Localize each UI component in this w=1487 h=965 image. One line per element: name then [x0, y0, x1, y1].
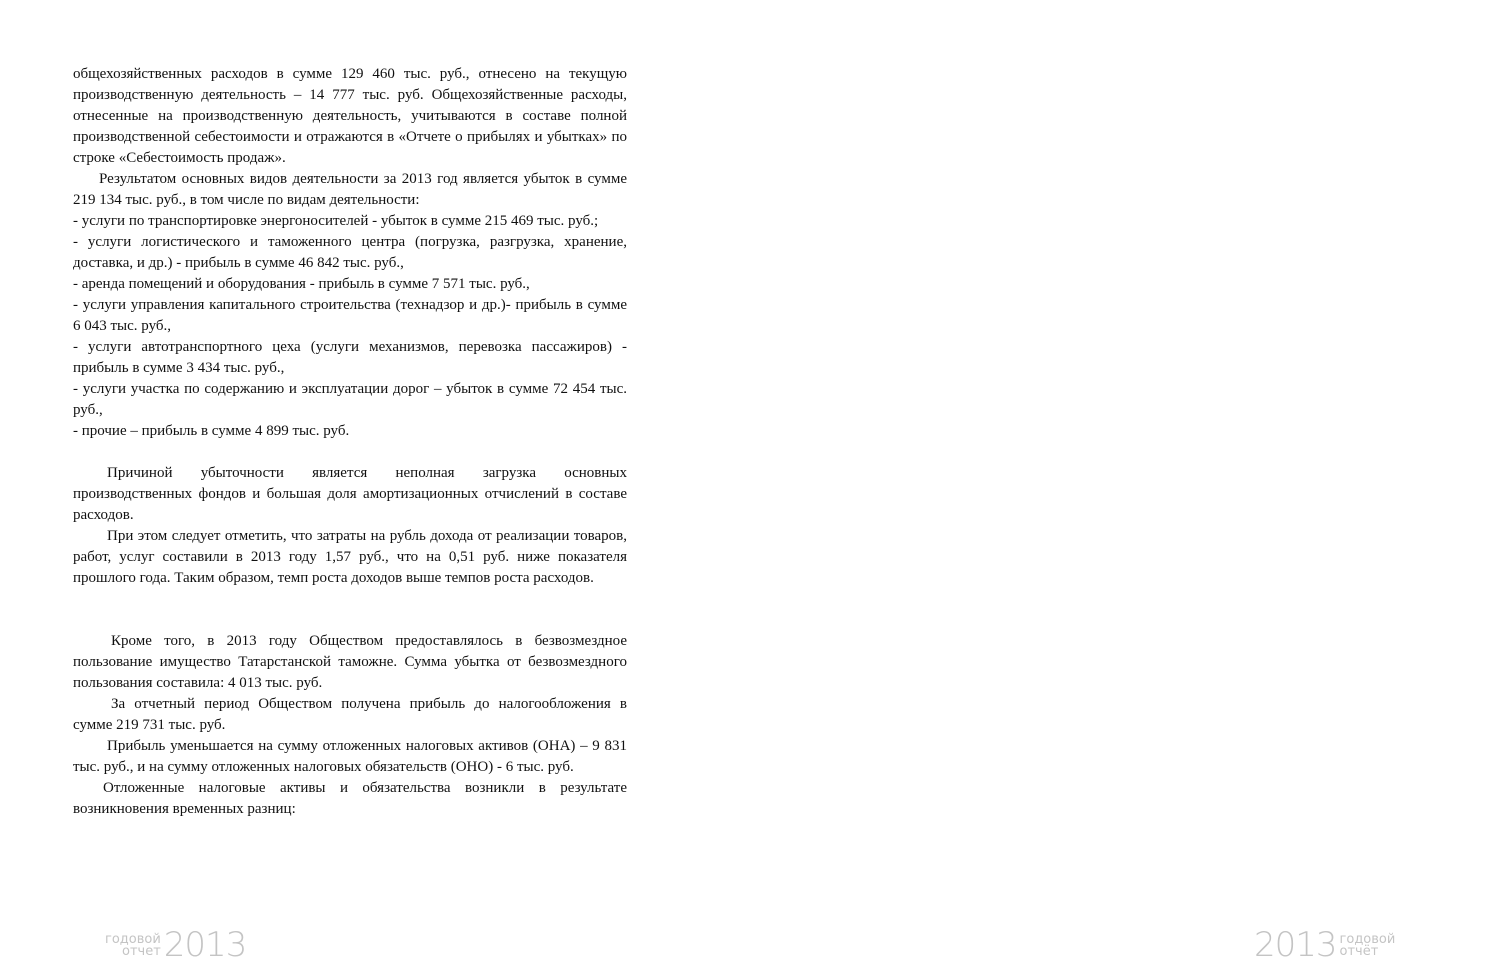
paragraph-overhead-expenses: общехозяйственных расходов в сумме 129 460 тыс. руб., отнесено на текущую производственную деятельность – 14 777 тыс. руб. Общехозяйственные расходы, отнесенные на производственную деятельность, учитываются в составе полной производственной себестоимости и отражаются в «Отчете о прибылях и убытках» по строке «Себестоимость продаж». — [73, 66, 627, 166]
spacer — [73, 442, 627, 463]
footer-watermark-left — [102, 925, 247, 965]
footer-word-annual: годовой — [1339, 932, 1396, 947]
list-item-motor-transport: - услуги автотранспортного цеха (услуги механизмов, перевозка пассажиров) - прибыль в сумме 3 434 тыс. руб., — [73, 339, 627, 376]
footer-year: 2013 — [1254, 925, 1337, 965]
paragraph-free-use-property: Кроме того, в 2013 году Обществом предоставлялось в безвозмездное пользование имущество Татарстанской таможне. Сумма убытка от безвозмездного пользования составила: 4 013 тыс. руб. — [73, 633, 627, 691]
paragraph-pretax-profit: За отчетный период Обществом получена прибыль до налогообложения в сумме 219 731 тыс. руб. — [73, 696, 627, 733]
list-item-logistics-customs: - услуги логистического и таможенного центра (погрузка, разгрузка, хранение, доставка, и др.) - прибыль в сумме 46 842 тыс. руб., — [73, 234, 627, 271]
footer-year: 2013 — [163, 925, 247, 965]
document-body — [73, 64, 627, 820]
spacer — [73, 589, 627, 631]
footer-watermark-right — [1254, 925, 1398, 965]
paragraph-cost-per-ruble: При этом следует отметить, что затраты на рубль дохода от реализации товаров, работ, услуг составили в 2013 году 1,57 руб., что на 0,51 руб. ниже показателя прошлого года. Таким образом, темп роста доходов выше темпов роста расходов. — [73, 528, 627, 586]
paragraph-deferred-tax-reduction: Прибыль уменьшается на сумму отложенных налоговых активов (ОНА) – 9 831 тыс. руб., и на сумму отложенных налоговых обязательств (ОНО) - 6 тыс. руб. — [73, 738, 627, 775]
paragraph-loss-reason: Причиной убыточности является неполная загрузка основных производственных фондов и большая доля амортизационных отчислений в составе расходов. — [73, 465, 627, 523]
paragraph-deferred-tax-origin: Отложенные налоговые активы и обязательства возникли в результате возникновения временных разниц: — [73, 780, 627, 817]
list-item-construction-management: - услуги управления капитального строительства (технадзор и др.)- прибыль в сумме 6 043 тыс. руб., — [73, 297, 627, 334]
footer-words-right — [1340, 934, 1396, 958]
footer-word-report: отчет — [122, 944, 161, 959]
footer-word-annual: годовой — [105, 932, 161, 947]
paragraph-main-activities-result: Результатом основных видов деятельности за 2013 год является убыток в сумме 219 134 тыс. руб., в том числе по видам деятельности: — [73, 171, 627, 208]
list-item-other: - прочие – прибыль в сумме 4 899 тыс. руб. — [73, 423, 350, 439]
list-item-energy-transport: - услуги по транспортировке энергоносителей - убыток в сумме 215 469 тыс. руб.; — [73, 213, 599, 229]
list-item-rent: - аренда помещений и оборудования - прибыль в сумме 7 571 тыс. руб., — [73, 276, 530, 292]
footer-word-report: отчёт — [1339, 944, 1379, 959]
footer-words-left — [105, 934, 161, 958]
list-item-road-maintenance: - услуги участка по содержанию и эксплуатации дорог – убыток в сумме 72 454 тыс. руб., — [73, 381, 627, 418]
